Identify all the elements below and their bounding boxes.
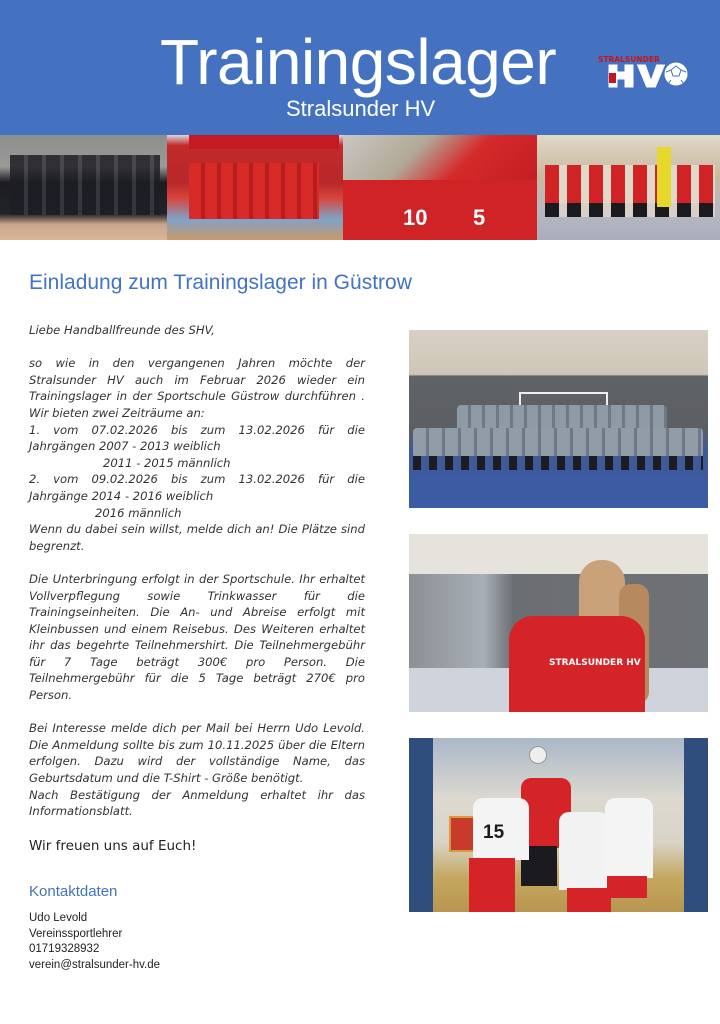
page-title: Trainingslager (160, 26, 557, 98)
contact-phone: 01719328932 (29, 943, 100, 956)
photo-team-celebration (537, 135, 720, 240)
photo-team-huddle-red: 10 5 (343, 135, 537, 240)
period-2-years-female: Jahrgänge 2014 - 2016 weiblich (29, 488, 214, 503)
period-1-dates: 1. vom 07.02.2026 bis zum 13.02.2026 für die (29, 422, 365, 437)
section-heading: Einladung zum Trainingslager in Güstrow (29, 271, 412, 294)
registration-paragraph: Bei Interesse melde dich per Mail bei Herrn Udo Levold. Die Anmeldung sollte bis zum 10.11.2025 über die Eltern erfolgen. Dazu wird der vollständige Name, das Geburtsdatum und die T-Shirt - Größe benötigt. (29, 721, 365, 786)
period-1-years-female: Jahrgängen 2007 - 2013 weiblich (29, 439, 221, 454)
signup-note: Wenn du dabei sein willst, melde dich an! Die Plätze sind begrenzt. (29, 522, 365, 553)
contact-heading: Kontaktdaten (29, 883, 118, 900)
invitation-text (29, 322, 365, 820)
contact-details (29, 911, 160, 973)
header-banner (0, 0, 720, 135)
confirmation-paragraph: Nach Bestätigung der Anmeldung erhaltet ihr das Informationsblatt. (29, 787, 365, 819)
svg-text:STRALSUNDER: STRALSUNDER (598, 55, 660, 64)
accommodation-paragraph: Die Unterbringung erfolgt in der Sportschule. Ihr erhaltet Vollverpflegung sowie Trinkwasser für die Trainingseinheiten. Die An- und Abreise erfolgt mit Kleinbussen und einem Reisebus. Des Weiteren erhaltet ihr das begehrte Teilnehmershirt. Die Teilnehmergebühr für 7 Tage beträgt 300€ pro Person. Die Teilnehmergebühr für die 5 Tage beträgt 270€ pro Person. (29, 571, 365, 703)
photo-team-huddle-black (0, 135, 167, 240)
photo-team-medals-red (167, 135, 343, 240)
jersey-number: 15 (483, 822, 505, 843)
stralsunder-hv-logo (596, 52, 692, 90)
photo-player-back (409, 534, 708, 712)
period-2-dates: 2. vom 09.02.2026 bis zum 13.02.2026 für die (29, 472, 365, 487)
period-1-years-male: 2011 - 2015 männlich (103, 455, 231, 470)
closing-line: Wir freuen uns auf Euch! (29, 838, 197, 854)
intro-paragraph: so wie in den vergangenen Jahren möchte der Stralsunder HV auch im Februar 2026 wieder ein Trainingslager in der Sportschule Güstrow durchführen . Wir bieten zwei Zeiträume an: (29, 356, 365, 420)
period-2-years-male: 2016 männlich (95, 505, 182, 520)
page-subtitle: Stralsunder HV (286, 96, 436, 121)
greeting: Liebe Handballfreunde des SHV, (29, 323, 215, 337)
jersey-text: STRALSUNDER HV (549, 658, 641, 668)
contact-role: Vereinssportlehrer (29, 927, 123, 940)
photo-group-hall (409, 330, 708, 508)
contact-name: Udo Levold (29, 912, 88, 924)
photo-match-action (409, 738, 708, 912)
photo-strip (0, 135, 720, 240)
contact-email[interactable]: verein@stralsunder-hv.de (29, 958, 160, 971)
